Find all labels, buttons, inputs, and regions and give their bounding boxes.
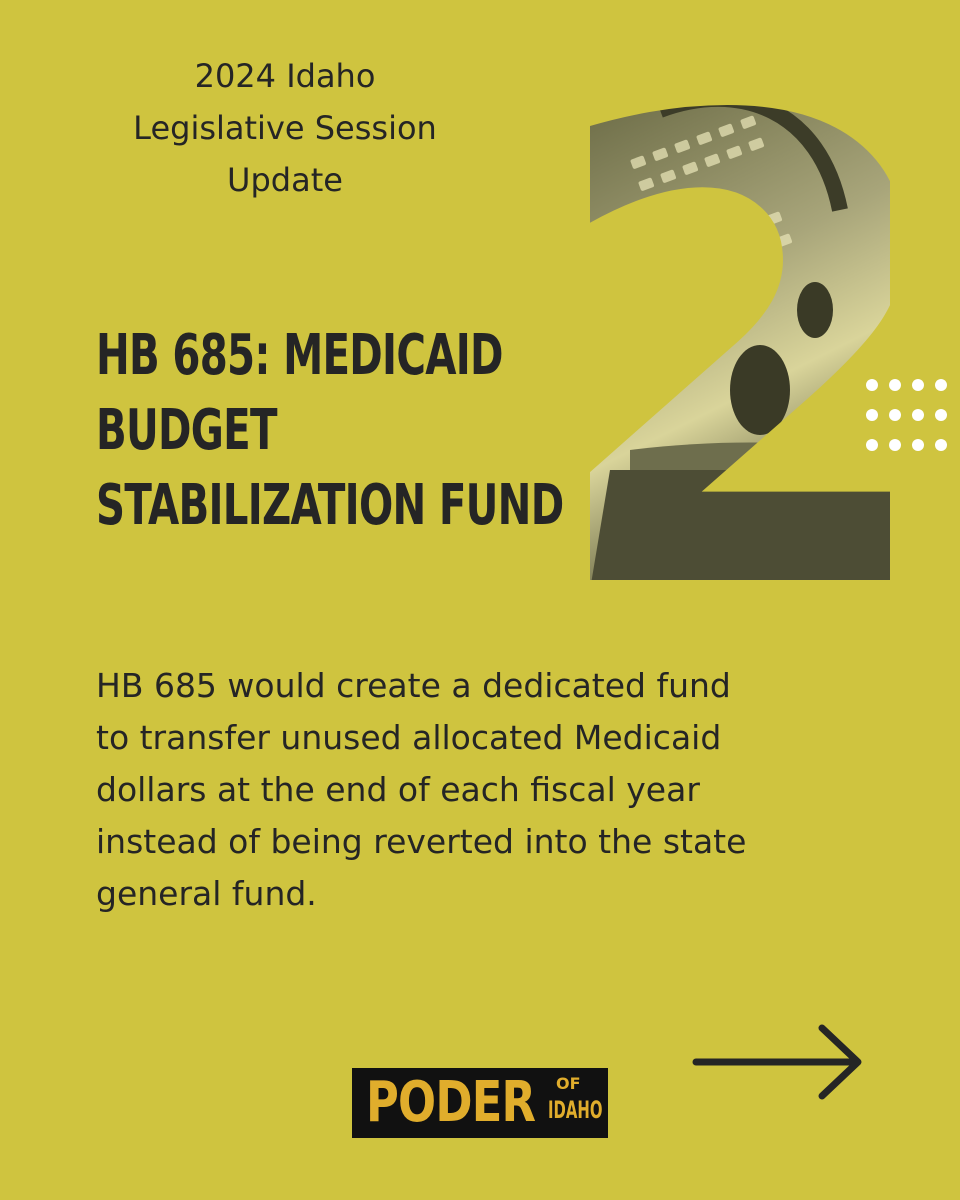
headline-line-1: HB 685: MEDICAID	[96, 323, 503, 388]
right-arrow-icon[interactable]	[692, 1022, 864, 1102]
slide-number-graphic	[590, 90, 890, 590]
logo-idaho-text: IDAHO	[548, 1096, 603, 1124]
poder-of-idaho-logo	[352, 1068, 608, 1138]
description-line-2: to transfer unused allocated Medicaid	[96, 718, 722, 757]
description-line-4: instead of being reverted into the state	[96, 822, 747, 861]
subtitle-line-3: Update	[227, 161, 343, 199]
subtitle-line-1: 2024 Idaho	[194, 57, 376, 95]
bill-headline	[96, 318, 564, 543]
headline-line-2: BUDGET	[96, 398, 277, 463]
description-line-5: general fund.	[96, 874, 317, 913]
logo-main-text: PODER	[366, 1070, 536, 1135]
headline-line-3: STABILIZATION FUND	[96, 473, 564, 538]
session-subtitle	[100, 50, 470, 206]
bill-description	[96, 660, 876, 920]
description-line-3: dollars at the end of each fiscal year	[96, 770, 700, 809]
dot-grid-icon	[860, 375, 960, 465]
subtitle-line-2: Legislative Session	[133, 109, 437, 147]
logo-of-text: OF	[556, 1074, 581, 1093]
description-line-1: HB 685 would create a dedicated fund	[96, 666, 731, 705]
